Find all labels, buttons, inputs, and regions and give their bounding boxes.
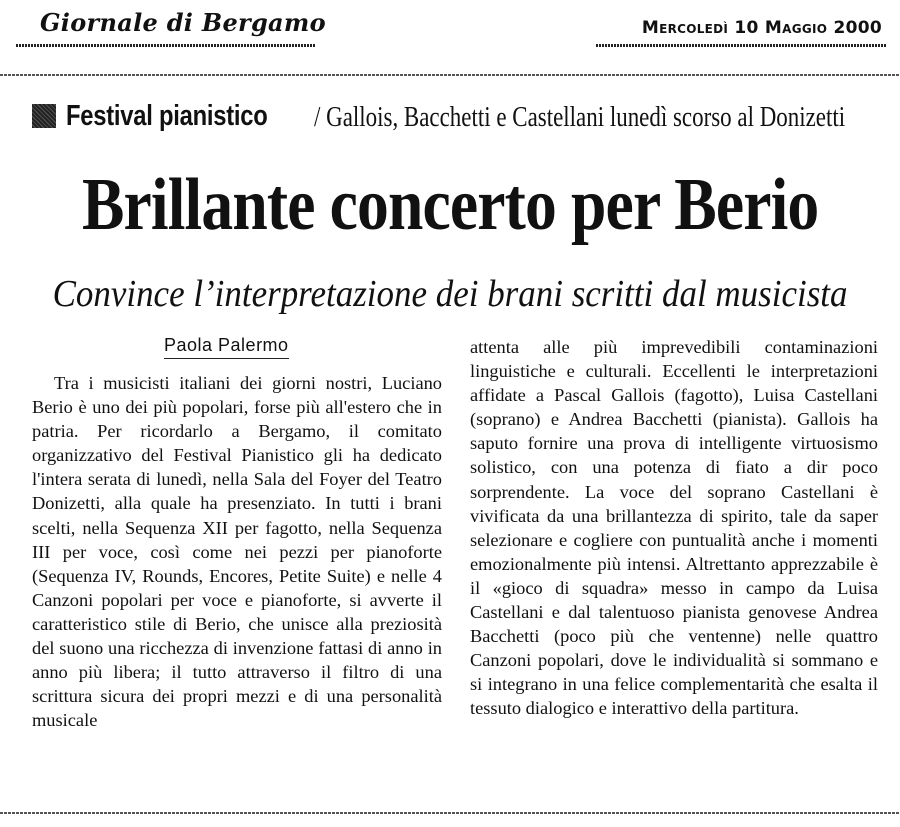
author-byline: Paola Palermo	[164, 335, 289, 359]
article-frame-bottom	[0, 812, 900, 814]
masthead	[0, 0, 900, 60]
newspaper-name: Giornale di Bergamo	[40, 8, 326, 37]
headline-text: Brillante concerto per Berio	[81, 164, 819, 246]
newspaper-name-rule	[16, 44, 316, 47]
kicker-square-icon	[32, 104, 56, 128]
article-column-right: attenta alle più imprevedibili contaminazioni linguistiche e culturali. Eccellenti le interpretazioni affidate a Pascal Gallois (fagotto), Luisa Castellani (soprano) e Andrea Bacchetti (pianista). Gallois ha saputo fornire una prova di intelligente virtuosismo solistico, con una potenza di fiato a dir poco sorprendente. La voce del soprano Castellani è vivificata da una brillantezza di spirito, tale da saper selezionare e cogliere con puntualità anche i momenti emozionalmente più intensi. Altrettanto apprezzabile è il «gioco di squadra» messo in campo da Luisa Castellani e dal talentuoso pianista genovese Andrea Bacchetti (poco più che ventenne) nelle quattro Canzoni popolari, dove le individualità si sommano e si integrano in una felice complementarità che esalta il tessuto dialogico e interattivo della partitura.	[470, 337, 878, 719]
kicker-label: Festival pianistico	[66, 100, 268, 132]
publication-date: Mercoledì 10 Maggio 2000	[641, 18, 882, 38]
subheadline-text: Convince l’interpretazione dei brani scritti dal musicista	[52, 273, 848, 315]
date-rule	[596, 44, 886, 47]
article-column-left: Tra i musicisti italiani dei giorni nostri, Luciano Berio è uno dei più popolari, forse più all'estero che in patria. Per ricordarlo a Bergamo, il comitato organizzativo del Festival Pianistico gli ha dedicato l'intera serata di lunedì, nella Sala del Foyer del Teatro Donizetti, alla quale ha presenziato. In tutti i brani scelti, nella Sequenza XII per fagotto, nella Sequenza III per voce, così come nei pezzi per pianoforte (Sequenza IV, Rounds, Encores, Petite Suite) e nelle 4 Canzoni popolari per voce e pianoforte, si avverte il caratteristico stile di Berio, che unisce alla preziosità del suono una ricchezza di invenzione fattasi di anno in anno più libera; il tutto attraverso il filtro di una scrittura sicura dei propri mezzi e di una personalità musicale	[32, 373, 442, 731]
subheadline	[0, 272, 900, 316]
kicker	[32, 100, 882, 140]
headline	[0, 165, 900, 245]
article-frame-top	[0, 74, 900, 76]
kicker-summary: / Gallois, Bacchetti e Castellani lunedì scorso al Donizetti	[314, 102, 846, 133]
